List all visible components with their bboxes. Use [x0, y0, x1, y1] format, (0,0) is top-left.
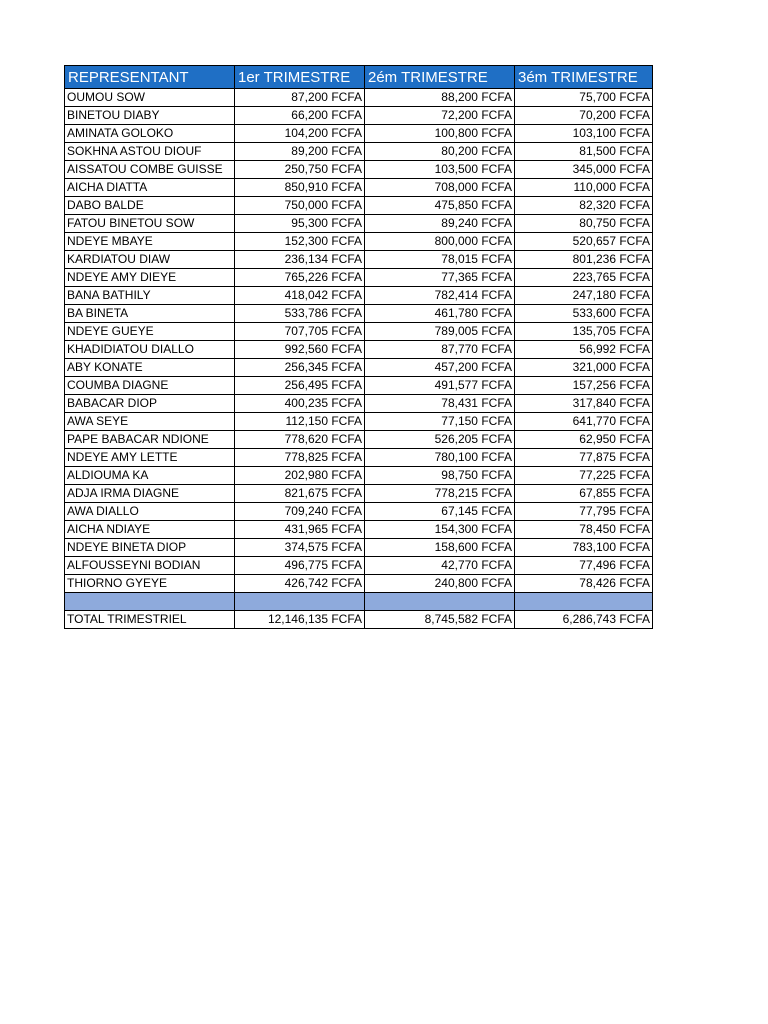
cell-trimestre-2[interactable]: 103,500 FCFA: [365, 161, 515, 179]
cell-trimestre-1[interactable]: 496,775 FCFA: [235, 557, 365, 575]
cell-trimestre-1[interactable]: 707,705 FCFA: [235, 323, 365, 341]
table-row: [65, 485, 653, 503]
cell-trimestre-3[interactable]: 77,496 FCFA: [515, 557, 653, 575]
cell-trimestre-3[interactable]: 135,705 FCFA: [515, 323, 653, 341]
cell-representant[interactable]: AMINATA GOLOKO: [65, 125, 235, 143]
empty-cell[interactable]: [515, 593, 653, 611]
cell-representant[interactable]: DABO BALDE: [65, 197, 235, 215]
header-row: [65, 66, 653, 89]
cell-trimestre-2[interactable]: 457,200 FCFA: [365, 359, 515, 377]
cell-trimestre-2[interactable]: 154,300 FCFA: [365, 521, 515, 539]
table-row: [65, 539, 653, 557]
cell-trimestre-1[interactable]: 778,620 FCFA: [235, 431, 365, 449]
empty-cell[interactable]: [65, 593, 235, 611]
header-representant[interactable]: REPRESENTANT: [65, 66, 235, 89]
cell-representant[interactable]: ALDIOUMA KA: [65, 467, 235, 485]
cell-representant[interactable]: THIORNO GYEYE: [65, 575, 235, 593]
cell-trimestre-2[interactable]: 78,431 FCFA: [365, 395, 515, 413]
cell-trimestre-1[interactable]: 95,300 FCFA: [235, 215, 365, 233]
cell-trimestre-1[interactable]: 709,240 FCFA: [235, 503, 365, 521]
cell-representant[interactable]: AWA SEYE: [65, 413, 235, 431]
cell-trimestre-3[interactable]: 78,450 FCFA: [515, 521, 653, 539]
cell-trimestre-1[interactable]: 750,000 FCFA: [235, 197, 365, 215]
cell-representant[interactable]: BABACAR DIOP: [65, 395, 235, 413]
cell-trimestre-1[interactable]: 765,226 FCFA: [235, 269, 365, 287]
cell-trimestre-1[interactable]: 112,150 FCFA: [235, 413, 365, 431]
cell-trimestre-1[interactable]: 426,742 FCFA: [235, 575, 365, 593]
table-row: [65, 305, 653, 323]
cell-trimestre-2[interactable]: 77,150 FCFA: [365, 413, 515, 431]
separator-row: [65, 593, 653, 611]
cell-representant[interactable]: SOKHNA ASTOU DIOUF: [65, 143, 235, 161]
cell-trimestre-3[interactable]: 321,000 FCFA: [515, 359, 653, 377]
cell-trimestre-3[interactable]: 223,765 FCFA: [515, 269, 653, 287]
cell-representant[interactable]: NDEYE AMY LETTE: [65, 449, 235, 467]
cell-trimestre-2[interactable]: 461,780 FCFA: [365, 305, 515, 323]
empty-cell[interactable]: [365, 593, 515, 611]
cell-trimestre-2[interactable]: 67,145 FCFA: [365, 503, 515, 521]
cell-trimestre-1[interactable]: 66,200 FCFA: [235, 107, 365, 125]
table-row: [65, 467, 653, 485]
header-trimestre-2[interactable]: 2ém TRIMESTRE: [365, 66, 515, 89]
cell-trimestre-3[interactable]: 81,500 FCFA: [515, 143, 653, 161]
cell-trimestre-3[interactable]: 317,840 FCFA: [515, 395, 653, 413]
header-trimestre-3[interactable]: 3ém TRIMESTRE: [515, 66, 653, 89]
table-row: [65, 161, 653, 179]
table-body: [65, 89, 653, 629]
table-row: [65, 431, 653, 449]
cell-trimestre-3[interactable]: 783,100 FCFA: [515, 539, 653, 557]
cell-trimestre-2[interactable]: 98,750 FCFA: [365, 467, 515, 485]
cell-trimestre-2[interactable]: 800,000 FCFA: [365, 233, 515, 251]
cell-representant[interactable]: AICHA NDIAYE: [65, 521, 235, 539]
table-row: [65, 287, 653, 305]
table-row: [65, 503, 653, 521]
cell-representant[interactable]: FATOU BINETOU SOW: [65, 215, 235, 233]
cell-trimestre-1[interactable]: 87,200 FCFA: [235, 89, 365, 107]
sales-table: [64, 65, 653, 629]
cell-trimestre-3[interactable]: 157,256 FCFA: [515, 377, 653, 395]
cell-trimestre-2[interactable]: 88,200 FCFA: [365, 89, 515, 107]
cell-trimestre-1[interactable]: 821,675 FCFA: [235, 485, 365, 503]
cell-representant[interactable]: KHADIDIATOU DIALLO: [65, 341, 235, 359]
cell-trimestre-2[interactable]: 87,770 FCFA: [365, 341, 515, 359]
cell-trimestre-1[interactable]: 418,042 FCFA: [235, 287, 365, 305]
table-row: [65, 521, 653, 539]
cell-trimestre-1[interactable]: 104,200 FCFA: [235, 125, 365, 143]
cell-trimestre-3[interactable]: 641,770 FCFA: [515, 413, 653, 431]
cell-trimestre-3[interactable]: 247,180 FCFA: [515, 287, 653, 305]
header-trimestre-1[interactable]: 1er TRIMESTRE: [235, 66, 365, 89]
table-row: [65, 179, 653, 197]
cell-trimestre-2[interactable]: 708,000 FCFA: [365, 179, 515, 197]
empty-cell[interactable]: [235, 593, 365, 611]
table-row: [65, 89, 653, 107]
cell-representant[interactable]: BA BINETA: [65, 305, 235, 323]
total-row: [65, 611, 653, 629]
table-row: [65, 233, 653, 251]
cell-trimestre-3[interactable]: 801,236 FCFA: [515, 251, 653, 269]
cell-trimestre-1[interactable]: 778,825 FCFA: [235, 449, 365, 467]
cell-trimestre-2[interactable]: 778,215 FCFA: [365, 485, 515, 503]
table-row: [65, 125, 653, 143]
cell-trimestre-1[interactable]: 236,134 FCFA: [235, 251, 365, 269]
cell-trimestre-2[interactable]: 80,200 FCFA: [365, 143, 515, 161]
cell-trimestre-3[interactable]: 533,600 FCFA: [515, 305, 653, 323]
cell-trimestre-1[interactable]: 89,200 FCFA: [235, 143, 365, 161]
cell-trimestre-3[interactable]: 77,875 FCFA: [515, 449, 653, 467]
cell-trimestre-2[interactable]: 42,770 FCFA: [365, 557, 515, 575]
cell-trimestre-1[interactable]: 256,495 FCFA: [235, 377, 365, 395]
cell-trimestre-1[interactable]: 250,750 FCFA: [235, 161, 365, 179]
table-row: [65, 575, 653, 593]
total-value[interactable]: 8,745,582 FCFA: [365, 611, 515, 629]
cell-representant[interactable]: BINETOU DIABY: [65, 107, 235, 125]
table-row: [65, 269, 653, 287]
cell-representant[interactable]: OUMOU SOW: [65, 89, 235, 107]
cell-trimestre-3[interactable]: 80,750 FCFA: [515, 215, 653, 233]
cell-representant[interactable]: AICHA DIATTA: [65, 179, 235, 197]
cell-trimestre-2[interactable]: 782,414 FCFA: [365, 287, 515, 305]
cell-trimestre-1[interactable]: 152,300 FCFA: [235, 233, 365, 251]
cell-trimestre-2[interactable]: 72,200 FCFA: [365, 107, 515, 125]
cell-trimestre-2[interactable]: 240,800 FCFA: [365, 575, 515, 593]
cell-trimestre-1[interactable]: 992,560 FCFA: [235, 341, 365, 359]
cell-representant[interactable]: AISSATOU COMBE GUISSE: [65, 161, 235, 179]
cell-trimestre-2[interactable]: 100,800 FCFA: [365, 125, 515, 143]
table-header: [65, 66, 653, 89]
cell-representant[interactable]: COUMBA DIAGNE: [65, 377, 235, 395]
cell-trimestre-2[interactable]: 77,365 FCFA: [365, 269, 515, 287]
cell-representant[interactable]: ALFOUSSEYNI BODIAN: [65, 557, 235, 575]
table-row: [65, 197, 653, 215]
cell-trimestre-3[interactable]: 78,426 FCFA: [515, 575, 653, 593]
cell-representant[interactable]: NDEYE AMY DIEYE: [65, 269, 235, 287]
cell-trimestre-3[interactable]: 520,657 FCFA: [515, 233, 653, 251]
cell-trimestre-1[interactable]: 533,786 FCFA: [235, 305, 365, 323]
cell-trimestre-3[interactable]: 103,100 FCFA: [515, 125, 653, 143]
cell-trimestre-2[interactable]: 780,100 FCFA: [365, 449, 515, 467]
cell-trimestre-3[interactable]: 345,000 FCFA: [515, 161, 653, 179]
cell-trimestre-3[interactable]: 77,225 FCFA: [515, 467, 653, 485]
table-row: [65, 449, 653, 467]
table-row: [65, 215, 653, 233]
table-row: [65, 377, 653, 395]
cell-trimestre-2[interactable]: 475,850 FCFA: [365, 197, 515, 215]
cell-trimestre-2[interactable]: 491,577 FCFA: [365, 377, 515, 395]
total-value[interactable]: 12,146,135 FCFA: [235, 611, 365, 629]
total-value[interactable]: 6,286,743 FCFA: [515, 611, 653, 629]
cell-representant[interactable]: ABY KONATE: [65, 359, 235, 377]
table-row: [65, 323, 653, 341]
cell-representant[interactable]: KARDIATOU DIAW: [65, 251, 235, 269]
cell-trimestre-3[interactable]: 67,855 FCFA: [515, 485, 653, 503]
table-row: [65, 413, 653, 431]
cell-trimestre-1[interactable]: 374,575 FCFA: [235, 539, 365, 557]
cell-representant[interactable]: BANA BATHILY: [65, 287, 235, 305]
cell-trimestre-1[interactable]: 431,965 FCFA: [235, 521, 365, 539]
cell-trimestre-3[interactable]: 77,795 FCFA: [515, 503, 653, 521]
cell-trimestre-1[interactable]: 400,235 FCFA: [235, 395, 365, 413]
cell-trimestre-3[interactable]: 75,700 FCFA: [515, 89, 653, 107]
cell-trimestre-2[interactable]: 526,205 FCFA: [365, 431, 515, 449]
cell-representant[interactable]: NDEYE MBAYE: [65, 233, 235, 251]
cell-trimestre-1[interactable]: 256,345 FCFA: [235, 359, 365, 377]
table-row: [65, 251, 653, 269]
cell-trimestre-3[interactable]: 56,992 FCFA: [515, 341, 653, 359]
table-row: [65, 143, 653, 161]
table-row: [65, 557, 653, 575]
cell-trimestre-2[interactable]: 158,600 FCFA: [365, 539, 515, 557]
cell-trimestre-1[interactable]: 202,980 FCFA: [235, 467, 365, 485]
cell-trimestre-3[interactable]: 82,320 FCFA: [515, 197, 653, 215]
cell-trimestre-2[interactable]: 89,240 FCFA: [365, 215, 515, 233]
table-row: [65, 395, 653, 413]
cell-representant[interactable]: PAPE BABACAR NDIONE: [65, 431, 235, 449]
cell-trimestre-2[interactable]: 789,005 FCFA: [365, 323, 515, 341]
cell-trimestre-3[interactable]: 62,950 FCFA: [515, 431, 653, 449]
table-row: [65, 341, 653, 359]
cell-representant[interactable]: NDEYE BINETA DIOP: [65, 539, 235, 557]
total-label[interactable]: TOTAL TRIMESTRIEL: [65, 611, 235, 629]
cell-trimestre-3[interactable]: 70,200 FCFA: [515, 107, 653, 125]
cell-trimestre-3[interactable]: 110,000 FCFA: [515, 179, 653, 197]
cell-representant[interactable]: AWA DIALLO: [65, 503, 235, 521]
cell-representant[interactable]: ADJA IRMA DIAGNE: [65, 485, 235, 503]
cell-trimestre-2[interactable]: 78,015 FCFA: [365, 251, 515, 269]
cell-representant[interactable]: NDEYE GUEYE: [65, 323, 235, 341]
table-row: [65, 107, 653, 125]
table-row: [65, 359, 653, 377]
cell-trimestre-1[interactable]: 850,910 FCFA: [235, 179, 365, 197]
